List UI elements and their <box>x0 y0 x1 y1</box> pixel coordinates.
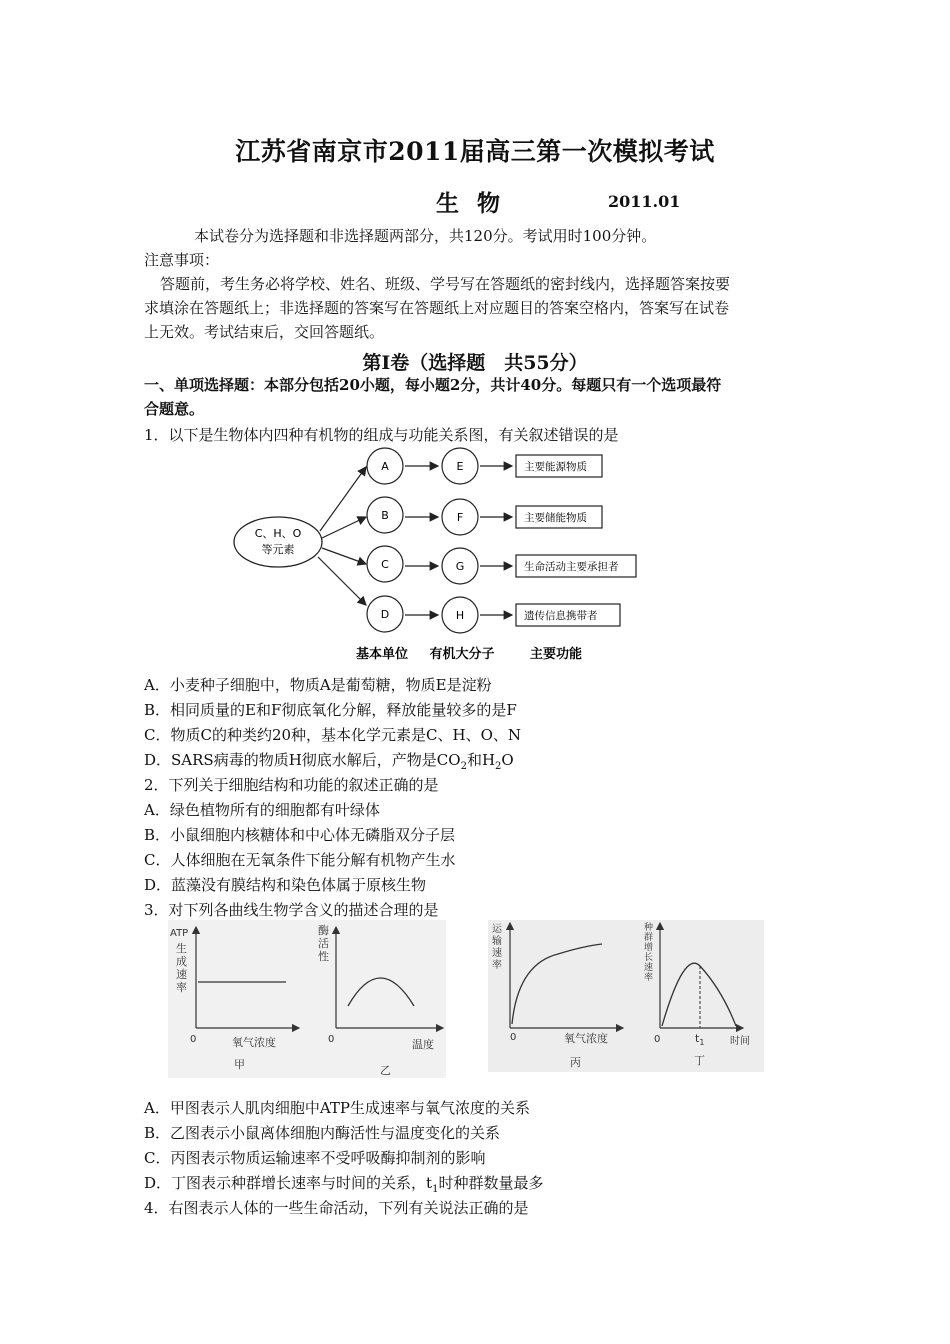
bing-xlabel: 氧气浓度 <box>564 1032 608 1045</box>
function-label-2: 主要储能物质 <box>524 512 587 524</box>
q3-option-b: B．乙图表示小鼠离体细胞内酶活性与温度变化的关系 <box>144 1124 501 1142</box>
section-title: 第Ⅰ卷（选择题 共55分） <box>362 352 588 374</box>
q2-option-d: D．蓝藻没有膜结构和染色体属于原核生物 <box>144 876 427 894</box>
q3-stem: 3．对下列各曲线生物学含义的描述合理的是 <box>144 901 439 919</box>
source-label-1: C、H、O <box>254 527 302 540</box>
diagram-row-2 <box>367 497 602 535</box>
ding-name: 丁 <box>694 1054 705 1067</box>
yi-origin: 0 <box>328 1034 335 1045</box>
yi-xlabel: 温度 <box>412 1038 434 1051</box>
jia-ylabel: 生成速率 <box>176 942 187 994</box>
diagram-row-1 <box>367 448 602 484</box>
macro-label-f: F <box>456 511 464 524</box>
q2-option-a: A．绿色植物所有的细胞都有叶绿体 <box>144 801 380 819</box>
exam-date: 2011.01 <box>608 192 681 211</box>
function-label-3: 生命活动主要承担者 <box>524 561 619 573</box>
q2-stem: 2．下列关于细胞结构和功能的叙述正确的是 <box>144 776 439 794</box>
q1-option-c: C．物质C的种类约20种，基本化学元素是C、H、O、N <box>144 726 522 744</box>
q2-option-c: C．人体细胞在无氧条件下能分解有机物产生水 <box>144 851 456 869</box>
q3-graphs-right <box>488 920 764 1072</box>
function-label-1: 主要能源物质 <box>524 461 587 473</box>
q3-graphs-left <box>168 920 446 1078</box>
section-instr-1: 一、单项选择题：本部分包括20小题，每小题2分，共计40分。每题只有一个选项最符 <box>144 376 722 394</box>
function-label-4: 遗传信息携带者 <box>524 610 598 622</box>
section-instr-2: 合题意。 <box>144 400 205 418</box>
q3-option-a: A．甲图表示人肌肉细胞中ATP生成速率与氧气浓度的关系 <box>144 1099 530 1117</box>
macro-label-h: H <box>455 609 465 622</box>
notes-line-1: 答题前，考生务必将学校、姓名、班级、学号写在答题纸的密封线内，选择题答案按要 <box>160 275 731 293</box>
notes-line-3: 上无效。考试结束后，交回答题纸。 <box>144 323 385 341</box>
ding-xlabel: 时间 <box>730 1036 750 1047</box>
yi-name: 乙 <box>380 1064 391 1077</box>
notes-line-2: 求填涂在答题纸上；非选择题的答案写在答题纸上对应题目的答案空格内，答案写在试卷 <box>144 299 730 317</box>
notes-title: 注意事项： <box>144 251 220 269</box>
q1-option-b: B．相同质量的E和F彻底氧化分解，释放能量较多的是F <box>144 701 517 719</box>
q3-option-d: D．丁图表示种群增长速率与时间的关系，$t_1$时种群数量最多 <box>144 1174 544 1195</box>
q4-stem: 4．右图表示人体的一些生命活动，下列有关说法正确的是 <box>144 1199 529 1217</box>
subject-label: 生物 <box>436 190 518 217</box>
bing-name: 丙 <box>570 1056 581 1069</box>
diagram-row-4 <box>367 596 620 633</box>
ding-t1: $t_1$ <box>695 1032 705 1047</box>
source-label-2: 等元素 <box>261 543 295 556</box>
q1-option-d: D．SARS病毒的物质H彻底水解后，产物是$CO_2$和$H_2O$ <box>144 751 514 772</box>
jia-name: 甲 <box>234 1058 245 1071</box>
ding-ylabel: 种群增长速率 <box>644 923 654 983</box>
unit-label-c: C <box>381 558 389 571</box>
macro-label-e: E <box>456 460 464 473</box>
bing-ylabel: 运输速率 <box>492 924 502 971</box>
jia-xlabel: 氧气浓度 <box>232 1036 276 1049</box>
q3-option-c: C．丙图表示物质运输速率不受呼吸酶抑制剂的影响 <box>144 1149 486 1167</box>
col-label-unit: 基本单位 <box>355 647 409 662</box>
q2-option-b: B．小鼠细胞内核糖体和中心体无磷脂双分子层 <box>144 826 456 844</box>
source-ellipse <box>234 517 322 567</box>
exam-title: 江苏省南京市2011届高三第一次模拟考试 <box>235 137 715 166</box>
q1-option-a: A．小麦种子细胞中，物质A是葡萄糖，物质E是淀粉 <box>144 676 492 694</box>
col-label-function: 主要功能 <box>529 647 583 662</box>
q1-diagram <box>228 445 648 670</box>
col-label-macro: 有机大分子 <box>429 647 495 662</box>
bing-origin: 0 <box>510 1032 517 1043</box>
intro-line: 本试卷分为选择题和非选择题两部分，共120分。考试用时100分钟。 <box>194 227 657 245</box>
q1-stem: 1．以下是生物体内四种有机物的组成与功能关系图，有关叙述错误的是 <box>144 426 619 444</box>
jia-origin: 0 <box>190 1034 197 1045</box>
unit-label-d: D <box>380 608 390 621</box>
unit-label-a: A <box>381 460 389 473</box>
yi-ylabel: 酶活性 <box>318 924 329 963</box>
jia-ylabel-top: ATP <box>170 928 189 939</box>
macro-label-g: G <box>455 560 465 573</box>
diagram-row-3 <box>367 546 636 584</box>
unit-label-b: B <box>381 509 389 522</box>
ding-origin: 0 <box>654 1034 661 1045</box>
